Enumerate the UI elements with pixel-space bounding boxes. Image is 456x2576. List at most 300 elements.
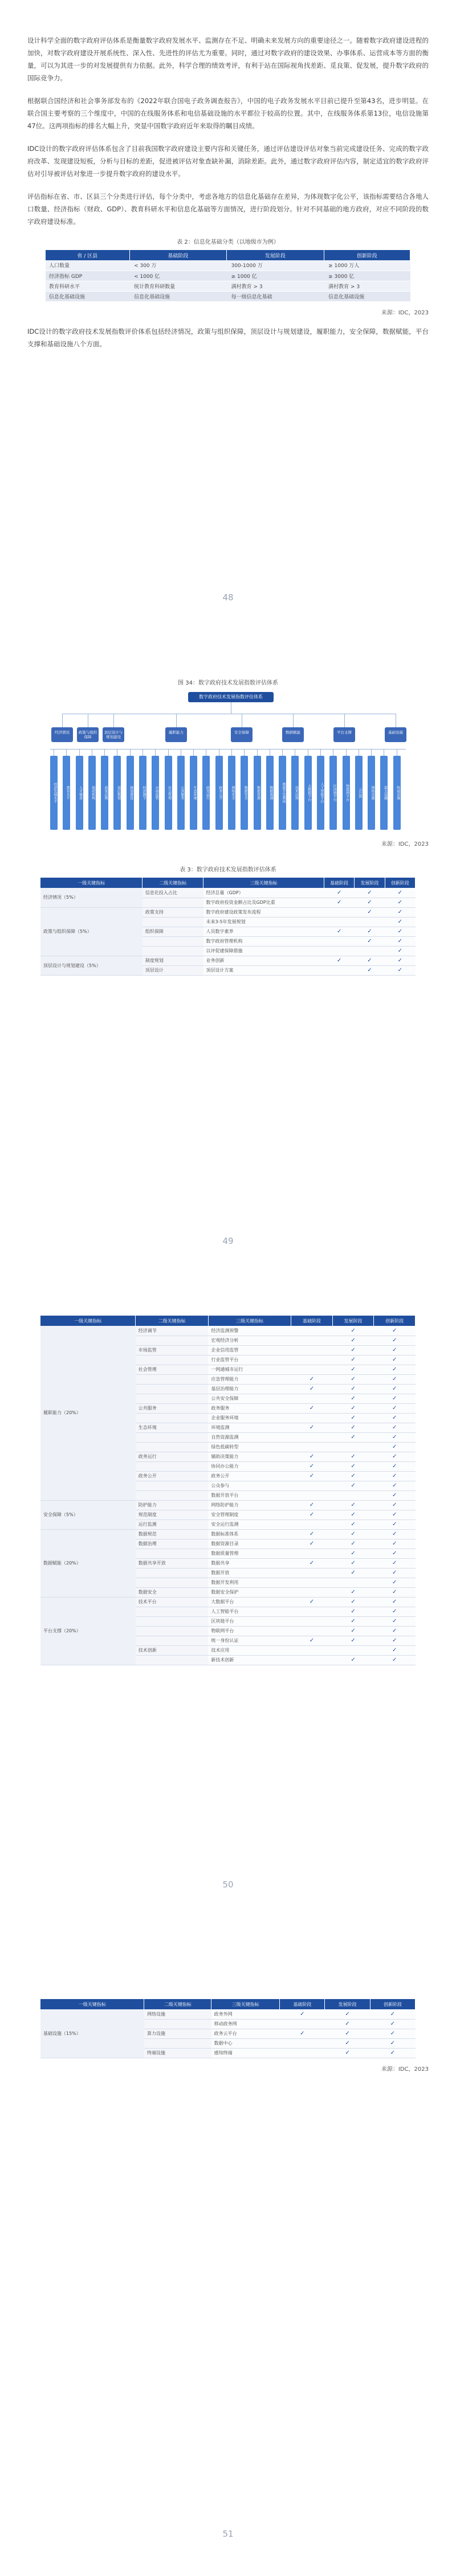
check-basic: ✓ [291,1461,333,1471]
table-header: 一级关键指标 [40,1999,144,2009]
level2-box: 终端设施 [393,756,401,830]
check-innovation: ✓ [374,1336,416,1345]
level3-indicator: 政务服务 [208,1403,291,1413]
level2-indicator [136,1607,209,1616]
level2-indicator [136,1578,209,1587]
check-innovation: ✓ [374,1374,416,1384]
connector [155,749,156,756]
level3-indicator: 感知终端 [211,2048,280,2058]
check-basic [291,1365,333,1374]
level1-box: 经济情况 [51,727,73,742]
level3-indicator: 公共安全保障 [208,1394,291,1403]
page-number: 49 [222,1236,234,1246]
check-innovation: ✓ [374,1423,416,1432]
table-cell: 信息化基础设施 [46,291,129,301]
check-innovation: ✓ [374,1326,416,1336]
level3-indicator: 人工智能平台 [208,1607,291,1616]
level2-box: 规划建设 [127,756,134,830]
check-innovation: ✓ [385,936,415,946]
level2-indicator [142,898,203,907]
check-innovation: ✓ [374,1461,416,1471]
level2-indicator [136,1549,209,1558]
level2-indicator: 公共服务 [136,1403,209,1413]
level3-indicator: 协同办公能力 [208,1461,291,1471]
table-row [40,1500,416,1510]
level2-box: 经济调节 [139,756,146,830]
check-development: ✓ [332,1568,374,1578]
check-basic: ✓ [291,1636,333,1645]
level2-indicator [136,1442,209,1452]
level3-indicator: 人员数字素养 [203,927,324,936]
table-cell: 经济指标 GDP [46,271,129,281]
check-innovation: ✓ [374,1490,416,1500]
check-development: ✓ [355,927,385,936]
check-innovation: ✓ [374,1645,416,1655]
check-basic: ✓ [280,2009,325,2019]
level2-indicator [136,1432,209,1442]
check-innovation: ✓ [374,1655,416,1665]
level3-indicator: 应急管理能力 [208,1374,291,1384]
connector [257,749,258,756]
level2-indicator [136,1355,209,1365]
connector [50,749,406,750]
check-innovation: ✓ [374,1413,416,1423]
check-development: ✓ [332,1423,374,1432]
level3-indicator: 数字政府建设政策发布流程 [203,907,324,917]
level3-indicator: 数据开放平台 [208,1490,291,1500]
level3-indicator: 数据开发利用 [208,1578,291,1587]
level2-indicator [144,2019,211,2029]
check-basic [291,1568,333,1578]
check-basic [291,1394,333,1403]
table-header: 三级关键指标 [211,1999,280,2009]
check-innovation: ✓ [374,1442,416,1452]
table-header: 基础阶段 [324,878,355,888]
table-cell: < 300 万 [129,260,227,271]
connector [168,749,169,756]
page-50 [0,1287,456,1931]
check-development: ✓ [325,2029,370,2038]
check-development: ✓ [332,1452,374,1461]
level2-indicator [142,946,203,956]
check-development: ✓ [332,1539,374,1549]
table-header: 一级关键指标 [40,878,142,888]
level3-indicator: 一网通城市运行 [208,1365,291,1374]
level3-indicator: 安全管理制度 [208,1510,291,1520]
table-cell: 300-1000 万 [227,260,324,271]
level1-box: 基础设施 [385,727,406,742]
level2-box: 教育水平 [63,756,70,830]
check-basic: ✓ [291,1452,333,1461]
level2-indicator: 生态环境 [136,1423,209,1432]
check-development: ✓ [355,898,385,907]
level2-indicator: 技术创新 [136,1645,209,1655]
level2-box: 数据资源 [254,756,261,830]
table-header: 省 / 区县 [46,250,129,260]
check-development [332,1442,374,1452]
level3-indicator: 数据质量管理 [208,1549,291,1558]
level2-indicator: 终端设施 [144,2048,211,2058]
check-development: ✓ [332,1636,374,1645]
table-cell: 信息化基础设施 [324,291,410,301]
table-header: 二级关键指标 [136,1316,209,1326]
check-basic [324,907,355,917]
table-header: 一级关键指标 [40,1316,136,1326]
level2-indicator [142,917,203,927]
check-basic: ✓ [280,2029,325,2038]
table-caption: 表 2：信息化基础分类（以地级市为例） [177,239,279,245]
check-development: ✓ [325,2038,370,2048]
check-basic [291,1336,333,1345]
level3-indicator: 企业服务环境 [208,1413,291,1423]
table-row [46,271,410,281]
check-development: ✓ [332,1549,374,1558]
check-development: ✓ [332,1558,374,1568]
page-48 [0,0,456,644]
check-innovation: ✓ [385,965,415,975]
check-innovation: ✓ [374,1539,416,1549]
check-basic: ✓ [291,1597,333,1607]
table-header: 创新阶段 [324,250,410,260]
level2-indicator [136,1384,209,1394]
level3-indicator: 统一身份认证 [208,1636,291,1645]
connector [193,749,194,756]
level3-indicator: 基层治理能力 [208,1384,291,1394]
indicator-table-end [40,1999,416,2058]
indicator-table [40,878,416,976]
table-cell: 统计教育科研数量 [129,281,227,291]
level1-indicator: 安全保障（5%） [40,1500,136,1529]
table-row [40,907,416,917]
level1-indicator: 履职能力（20%） [40,1326,136,1500]
page-51 [0,1931,456,2576]
check-development: ✓ [332,1529,374,1539]
level2-indicator: 防护能力 [136,1500,209,1510]
connector [231,749,232,756]
level3-indicator: 数据中心 [211,2038,280,2048]
level3-indicator: 业务创新 [203,956,324,965]
level3-indicator: 数字政府管理机构 [203,936,324,946]
level2-indicator [136,1616,209,1626]
check-development [355,917,385,927]
level2-box: 区块链平台 [329,756,337,830]
table-header: 发展阶段 [227,250,324,260]
level2-indicator: 政务公开 [136,1471,209,1481]
level2-box: 网络安全 [228,756,235,830]
connector [371,749,372,756]
level3-indicator: 顶层设计方案 [203,965,324,975]
source-note: 来源：IDC，2023 [381,2066,429,2073]
source-note: 来源：IDC，2023 [381,841,429,847]
check-basic: ✓ [291,1423,333,1432]
figure-caption: 图 34：数字政府技术发展指数评估体系 [178,680,278,686]
level3-indicator: 政务云平台 [211,2029,280,2038]
level1-indicator: 政策与组织保障（5%） [40,907,142,956]
check-innovation: ✓ [374,1578,416,1587]
check-basic [291,1432,333,1442]
level1-indicator: 顶层设计与规划建设（5%） [40,956,142,975]
check-basic [291,1587,333,1597]
check-development: ✓ [332,1520,374,1529]
check-innovation: ✓ [370,2009,415,2019]
check-basic: ✓ [324,898,355,907]
check-innovation: ✓ [374,1355,416,1365]
check-basic: ✓ [291,1384,333,1394]
check-development: ✓ [355,956,385,965]
check-development: ✓ [325,2009,370,2019]
check-basic [291,1549,333,1558]
table-cell: 满村教育 > 3 [324,281,410,291]
check-basic [291,1655,333,1665]
check-basic: ✓ [324,956,355,965]
level2-indicator: 数据安全 [136,1587,209,1597]
check-innovation: ✓ [374,1616,416,1626]
level3-indicator: 辅助决策能力 [208,1452,291,1461]
level1-indicator: 基础设施（15%） [40,2009,144,2058]
table-cell: < 1000 亿 [129,271,227,281]
check-basic [291,1607,333,1616]
table-header: 基础阶段 [280,1999,325,2009]
level2-box: 技术应用 [291,756,299,830]
table-row [40,2009,416,2019]
level3-indicator: 安全运行监测 [208,1520,291,1529]
check-development: ✓ [332,1616,374,1626]
table-header: 二级关键指标 [142,878,203,888]
check-innovation: ✓ [374,1568,416,1578]
table-cell: 每一级信息化基础 [227,291,324,301]
level2-indicator: 市场监管 [136,1345,209,1355]
check-innovation: ✓ [374,1597,416,1607]
level2-box: 顶层规划 [113,756,121,830]
level2-indicator: 算力设施 [144,2029,211,2038]
level3-indicator: 以评促建保障措施 [203,946,324,956]
table-header: 创新阶段 [370,1999,415,2009]
level3-indicator: 技术应用 [208,1645,291,1655]
level2-box: 算力设施 [380,756,388,830]
level2-indicator: 数据治理 [136,1539,209,1549]
table-header: 基础阶段 [291,1316,333,1326]
table-cell: 满村教育 > 3 [227,281,324,291]
connector [130,749,131,756]
check-development: ✓ [332,1587,374,1597]
level2-indicator [136,1481,209,1490]
page-number: 51 [222,2529,234,2539]
level2-box: 生态环境 [190,756,197,830]
table-header: 创新阶段 [385,878,415,888]
level2-indicator: 顶层设计 [142,965,203,975]
indicator-table-continued [40,1316,416,1665]
check-basic [291,1345,333,1355]
check-innovation: ✓ [385,927,415,936]
level2-indicator: 经济调节 [136,1326,209,1336]
check-innovation: ✓ [374,1432,416,1442]
check-innovation: ✓ [374,1471,416,1481]
check-innovation: ✓ [385,898,415,907]
check-basic: ✓ [291,1529,333,1539]
check-innovation: ✓ [385,956,415,965]
level3-indicator: 绿色低碳转型 [208,1442,291,1452]
check-innovation: ✓ [370,2048,415,2058]
check-development: ✓ [332,1403,374,1413]
check-development [332,1490,374,1500]
level2-box: 政务公开 [215,756,223,830]
level3-indicator: 数字政府投资金额占比及GDP比重 [203,898,324,907]
check-development: ✓ [332,1432,374,1442]
check-innovation: ✓ [374,1510,416,1520]
check-development: ✓ [332,1374,374,1384]
table-row [40,888,416,898]
level2-indicator: 政务运行 [136,1452,209,1461]
table-cell: 信息化基础设施 [129,291,227,301]
level3-indicator: 数据共享 [208,1558,291,1568]
level2-indicator: 制度规划 [142,956,203,965]
table-row [40,1529,416,1539]
check-development: ✓ [332,1336,374,1345]
level2-indicator: 组织保障 [142,927,203,936]
level3-indicator: 数据安全保护 [208,1587,291,1597]
level3-indicator: 未来3-5年发展规划 [203,917,324,927]
level2-indicator [136,1461,209,1471]
page-number: 50 [222,1879,234,1890]
check-basic [291,1442,333,1452]
check-innovation: ✓ [370,2038,415,2048]
level3-indicator: 环境监测 [208,1423,291,1432]
table-row [40,956,416,965]
check-innovation: ✓ [374,1607,416,1616]
level2-indicator [142,936,203,946]
level2-box: 公共服务 [177,756,185,830]
check-innovation: ✓ [385,917,415,927]
check-innovation: ✓ [374,1549,416,1558]
check-development: ✓ [332,1510,374,1520]
check-basic [291,1578,333,1587]
check-development: ✓ [332,1326,374,1336]
level2-indicator [136,1655,209,1665]
check-basic: ✓ [324,927,355,936]
check-innovation: ✓ [374,1529,416,1539]
connector [344,714,345,727]
level2-indicator [136,1626,209,1636]
connector [320,749,321,756]
check-innovation: ✓ [374,1587,416,1597]
connector [79,749,80,756]
level1-box: 平台支撑 [333,727,355,742]
table-header: 发展阶段 [325,1999,370,2009]
check-basic [291,1490,333,1500]
table-row [46,260,410,271]
level3-indicator: 数据资源目录 [208,1539,291,1549]
level2-indicator: 社会管理 [136,1365,209,1374]
table-cell: 教育科研水平 [46,281,129,291]
table-header: 三级关键指标 [203,878,324,888]
check-development: ✓ [332,1461,374,1471]
check-development: ✓ [332,1655,374,1665]
check-basic [280,2048,325,2058]
check-innovation: ✓ [374,1481,416,1490]
level3-indicator: 经济监测预警 [208,1326,291,1336]
check-innovation: ✓ [374,1636,416,1645]
level3-indicator: 政务外网 [211,2009,280,2019]
check-innovation: ✓ [370,2029,415,2038]
connector [244,749,245,756]
check-basic: ✓ [291,1374,333,1384]
level2-box: 政策法规 [101,756,108,830]
level2-indicator [136,1568,209,1578]
level2-indicator [136,1374,209,1384]
connector [104,749,105,756]
check-basic [291,1481,333,1490]
check-development [332,1645,374,1655]
connector [142,749,143,756]
diagram-root: 数字政府技术发展指数评估体系 [188,692,274,702]
level3-indicator: 宏观经济分析 [208,1336,291,1345]
check-basic: ✓ [291,1500,333,1510]
table-cell: ≥ 3000 亿 [324,271,410,281]
check-innovation: ✓ [374,1452,416,1461]
paragraph: 根据联合国经济和社会事务部发布的《2022年联合国电子政务调查报告》，中国的电子政务发展水平目前已提升至第43名，进步明显。在联合国主要考察的三个维度中，中国的在线服务体系和电信基础设施的水平都位于较高的位置。其中，在线服务体系第13位，电信设施第47位。这两项指标的排名大幅上升，突显中国数字政府近年来取得的瞩目成绩。 [27,97,429,130]
level2-box: 经济发展水平 [50,756,58,830]
level1-box: 顶层设计与规划建设 [103,727,124,742]
check-development: ✓ [332,1471,374,1481]
level2-indicator [136,1394,209,1403]
check-basic: ✓ [324,888,355,898]
check-innovation: ✓ [385,907,415,917]
check-innovation: ✓ [385,888,415,898]
level2-indicator [136,1490,209,1500]
level2-indicator: 数据规范 [136,1529,209,1539]
check-development: ✓ [332,1597,374,1607]
classification-table [46,250,410,302]
check-development: ✓ [355,888,385,898]
level1-box: 数据赋能 [282,727,304,742]
check-innovation: ✓ [374,1520,416,1529]
level3-indicator: 公众参与 [208,1481,291,1490]
check-innovation: ✓ [374,1403,416,1413]
level1-box: 履职能力 [165,727,187,742]
level2-indicator: 技术平台 [136,1597,209,1607]
check-basic: ✓ [291,1403,333,1413]
table-cell: 人口数量 [46,260,129,271]
check-development: ✓ [332,1626,374,1636]
table-header: 二级关键指标 [144,1999,211,2009]
check-development: ✓ [332,1355,374,1365]
level1-box: 政策与组织保障 [77,727,99,742]
level1-box: 安全保障 [231,727,253,742]
connector [66,749,67,756]
check-innovation: ✓ [374,1384,416,1394]
check-development: ✓ [355,936,385,946]
table-row [40,1326,416,1336]
page-number: 48 [222,592,234,603]
level3-indicator: 新技术创新 [208,1655,291,1665]
check-innovation: ✓ [374,1365,416,1374]
level3-indicator: 数据开放 [208,1568,291,1578]
check-basic [291,1355,333,1365]
source-note: 来源：IDC，2023 [381,309,429,316]
level3-indicator: 大数据平台 [208,1597,291,1607]
check-basic [291,1626,333,1636]
check-development: ✓ [325,2019,370,2029]
level2-indicator: 运行监测 [136,1520,209,1529]
level3-indicator: 网络防护能力 [208,1500,291,1510]
level1-indicator: 数据赋能（20%） [40,1529,136,1597]
check-basic [291,1520,333,1529]
level2-box: 物联网平台 [343,756,350,830]
level3-indicator: 区块链平台 [208,1616,291,1626]
check-development: ✓ [332,1607,374,1616]
table-caption: 表 3：数字政府技术发展指数评估体系 [180,867,276,873]
check-basic [324,946,355,956]
